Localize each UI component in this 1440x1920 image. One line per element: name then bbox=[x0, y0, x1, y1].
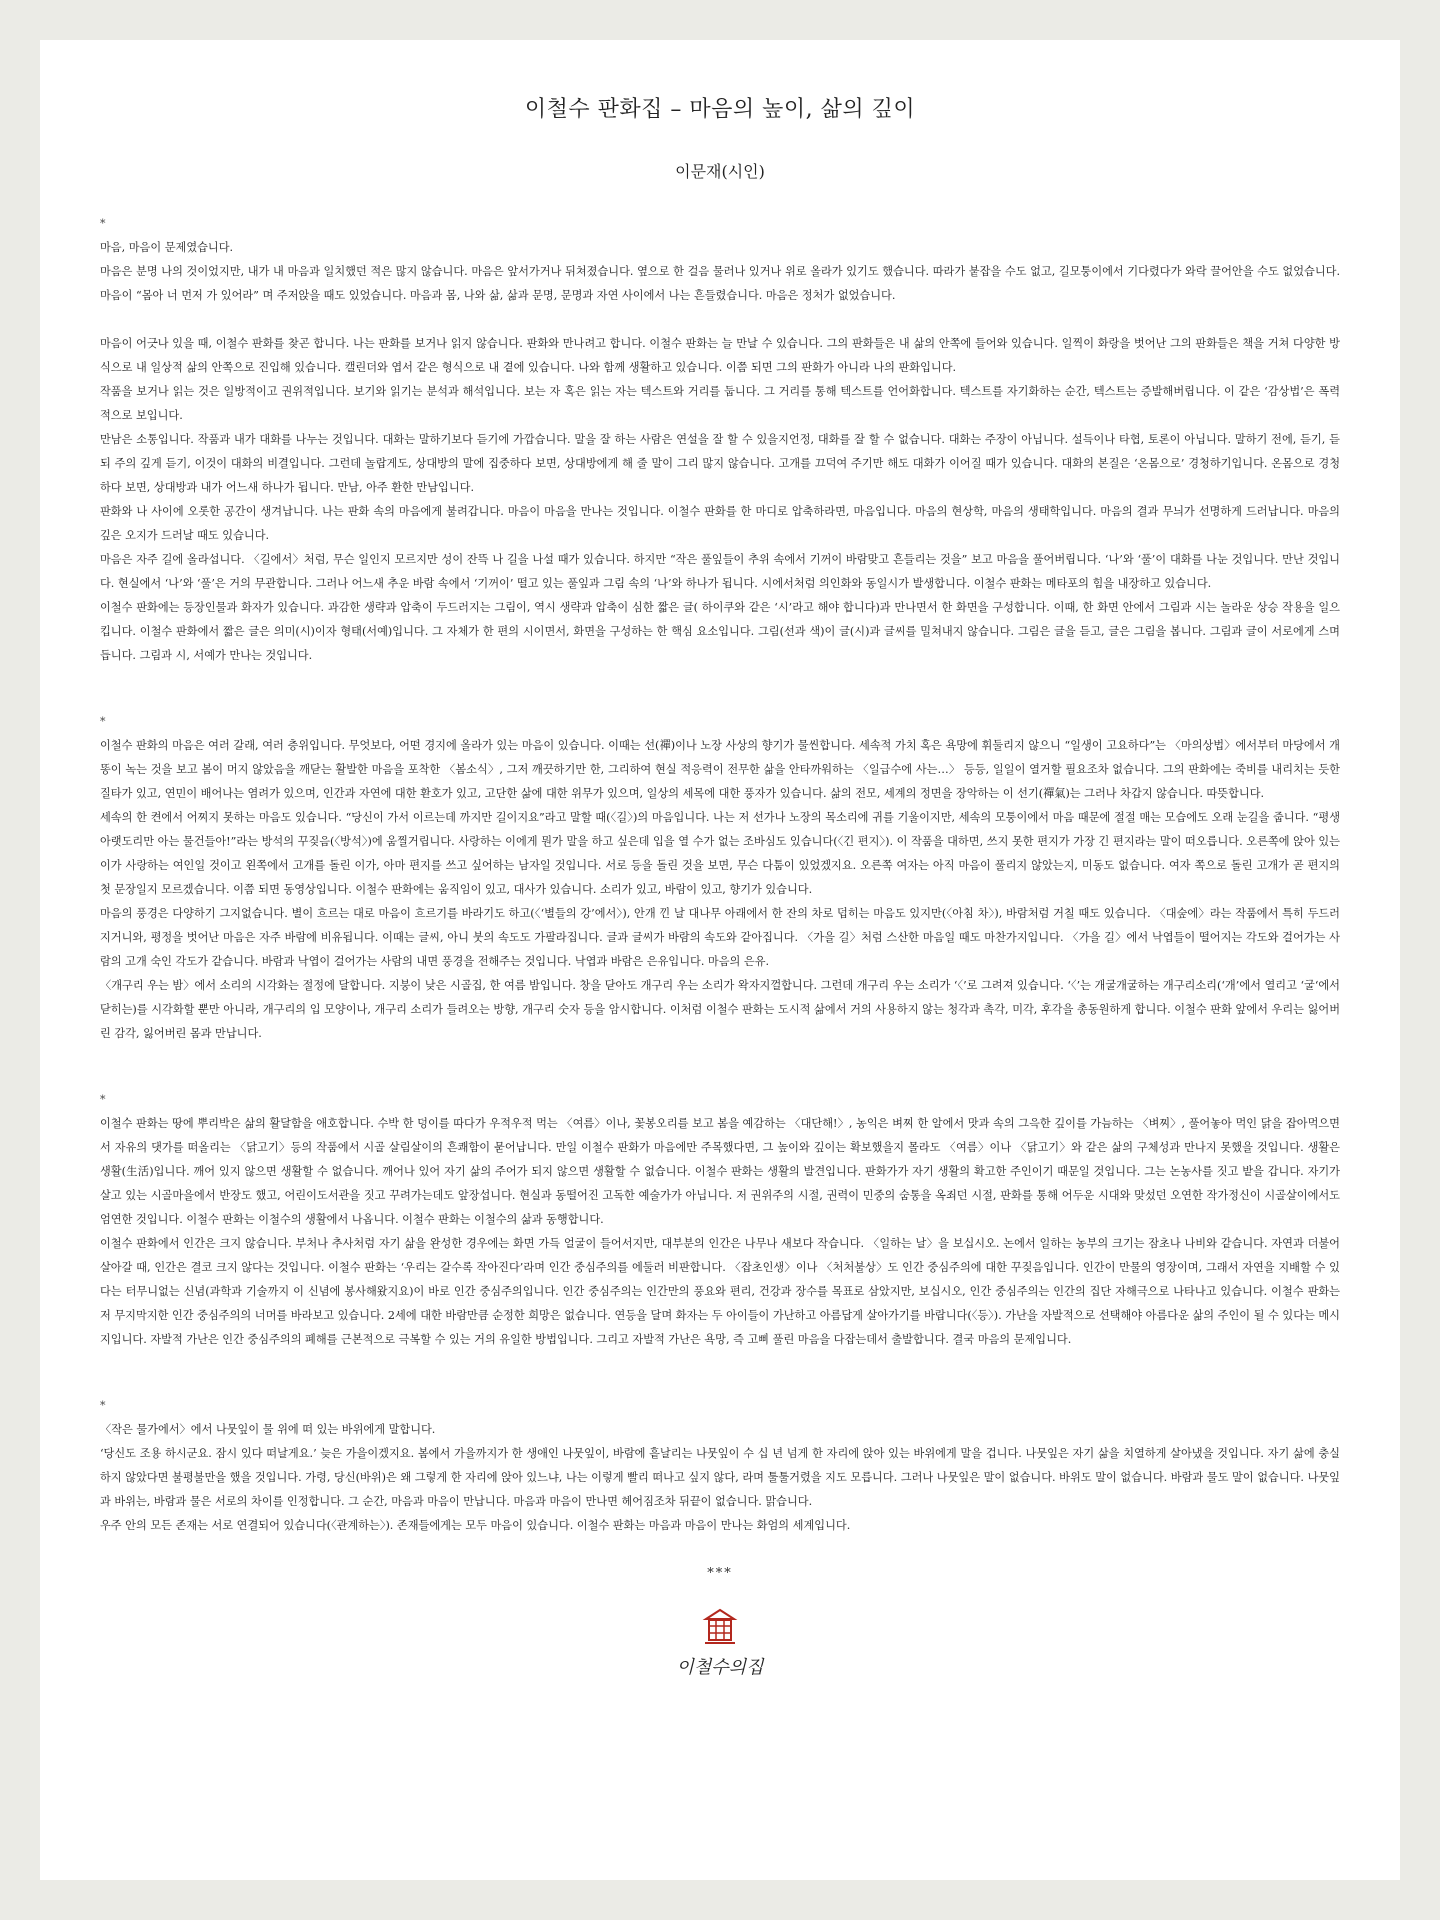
paragraph: 이철수 판화에서 인간은 크지 않습니다. 부처나 추사처럼 자기 삶을 완성한 경우에는 화면 가득 얼굴이 들어서지만, 대부분의 인간은 나무나 새보다 작습니다. 〈일하는 날〉을 보십시오. 논에서 일하는 농부의 크기는 잠초나 나비와 같습니다. 자연과 더불어 살아갈 때, 인간은 결코 크지 않다는 것입니다. 이철수 판화는 ‘우리는 갈수록 작아진다’라며 인간 중심주의를 에둘러 비판합니다. 〈잡초인생〉이나 〈처처불상〉도 인간 중심주의에 대한 꾸짖음입니다. 인간이 만물의 영장이며, 그래서 자연을 지배할 수 있다는 터무니없는 신념(과학과 기술까지 이 신념에 봉사해왔지요)이 바로 인간 중심주의입니다. 인간 중심주의는 인간만의 풍요와 편리, 건강과 장수를 목표로 삼았지만, 보십시오, 인간 중심주의는 인간의 집단 자해극으로 나타나고 있습니다. 이철수 판화는 저 무지막지한 인간 중심주의의 너머를 바라보고 있습니다. 2세에 대한 바람만큼 순정한 희망은 없습니다. 연등을 달며 화자는 두 아이들이 가난하고 아름답게 살아가기를 바랍니다(〈등〉). 가난을 자발적으로 선택해야 아름다운 삶의 주인이 될 수 있다는 메시지입니다. 자발적 가난은 인간 중심주의의 폐해를 근본적으로 극복할 수 있는 거의 유일한 방법입니다. 그리고 자발적 가난은 욕망, 즉 고삐 풀린 마음을 다잡는데서 출발합니다. 결국 마음의 문제입니다. bbox=[100, 1237, 1340, 1346]
paragraph: 세속의 한 켠에서 어찌지 못하는 마음도 있습니다. “당신이 가서 이르는데 까지만 길이지요”라고 말할 때(〈길〉)의 마음입니다. 나는 저 선가나 노장의 목소리에 귀를 기울이지만, 세속의 모퉁이에서 마음 때문에 절절 매는 모습에도 오래 눈길을 줍니다. “평생 아랫도리만 아는 물건들아!”라는 방석의 꾸짖음(〈방석〉)에 움찔거립니다. 사랑하는 이에게 뭔가 말을 하고 싶은데 입을 열 수가 없는 조바심도 있습니다(〈긴 편지〉). 이 작품을 대하면, 쓰지 못한 편지가 가장 긴 편지라는 말이 떠오릅니다. 오른쪽에 앉아 있는 이가 사랑하는 여인일 것이고 왼쪽에서 고개를 돌린 이가, 아마 편지를 쓰고 싶어하는 남자일 것입니다. 서로 등을 돌린 것을 보면, 무슨 다툼이 있었겠지요. 오른쪽 여자는 아직 마음이 풀리지 않았는지, 미동도 없습니다. 여자 쪽으로 돌린 고개가 곧 편지의 첫 문장일지 모르겠습니다. 이쯤 되면 동영상입니다. 이철수 판화에는 움직임이 있고, 대사가 있습니다. 소리가 있고, 바람이 있고, 향기가 있습니다. bbox=[100, 811, 1340, 896]
section-mark: * bbox=[100, 1399, 106, 1412]
paragraph: 판화와 나 사이에 오롯한 공간이 생겨납니다. 나는 판화 속의 마음에게 불려갑니다. 마음이 마음을 만나는 것입니다. 이철수 판화를 한 마디로 압축하라면, 마음입니다. 마음의 현상학, 마음의 생태학입니다. 마음의 결과 무늬가 선명하게 드러납니다. 마음의 깊은 오지가 드러날 때도 있습니다. bbox=[100, 505, 1340, 542]
article-section bbox=[100, 686, 1340, 1046]
paragraph: 만남은 소통입니다. 작품과 내가 대화를 나누는 것입니다. 대화는 말하기보다 듣기에 가깝습니다. 말을 잘 하는 사람은 연설을 잘 할 수 있을지언정, 대화를 잘 할 수 없습니다. 대화는 주장이 아닙니다. 설득이나 타협, 토론이 아닙니다. 말하기 전에, 듣기, 듣되 주의 깊게 듣기, 이것이 대화의 비결입니다. 그런데 놀랍게도, 상대방의 말에 집중하다 보면, 상대방에게 해 줄 말이 그리 많지 않습니다. 고개를 끄덕여 주기만 해도 대화가 이어질 때가 있습니다. 대화의 본질은 ‘온몸으로’ 경청하기입니다. 온몸으로 경청하다 보면, 상대방과 내가 어느새 하나가 됩니다. 만남, 아주 환한 만남입니다. bbox=[100, 433, 1340, 494]
paragraph: 마음이 어긋나 있을 때, 이철수 판화를 찾곤 합니다. 나는 판화를 보거나 읽지 않습니다. 판화와 만나려고 합니다. 이철수 판화는 늘 만날 수 있습니다. 그의 판화들은 내 삶의 안쪽에 들어와 있습니다. 일찍이 화랑을 벗어난 그의 판화들은 책을 거쳐 다양한 방식으로 내 일상적 삶의 안쪽으로 진입해 있습니다. 캘린더와 엽서 같은 형식으로 내 곁에 있습니다. 나와 함께 생활하고 있습니다. 이쯤 되면 그의 판화가 아니라 나의 판화입니다. bbox=[100, 337, 1340, 374]
house-seal-icon bbox=[702, 1607, 738, 1649]
article-section bbox=[100, 1064, 1340, 1352]
paragraph-spacer bbox=[100, 308, 1340, 332]
end-mark: *** bbox=[707, 1566, 733, 1581]
paragraph: 〈작은 물가에서〉에서 나뭇잎이 물 위에 떠 있는 바위에게 말합니다. bbox=[100, 1423, 436, 1436]
section-spacer bbox=[100, 1064, 1340, 1088]
section-mark: * bbox=[100, 1093, 106, 1106]
section-spacer bbox=[100, 1370, 1340, 1394]
document-page bbox=[40, 40, 1400, 1880]
paragraph: 우주 안의 모든 존재는 서로 연결되어 있습니다(〈관계하는〉). 존재들에게는 모두 마음이 있습니다. 이철수 판화는 마음과 마음이 만나는 화엄의 세계입니다. bbox=[100, 1519, 851, 1532]
section-spacer bbox=[100, 686, 1340, 710]
paragraph: 〈개구리 우는 밤〉에서 소리의 시각화는 절정에 달합니다. 지붕이 낮은 시골집, 한 여름 밤입니다. 창을 닫아도 개구리 우는 소리가 왁자지껄합니다. 그런데 개구리 우는 소리가 ‘〈’로 그려져 있습니다. ‘〈’는 개굴개굴하는 개구리소리(‘개’에서 열리고 ‘굴‘에서 닫히는)를 시각화할 뿐만 아니라, 개구리의 입 모양이나, 개구리 소리가 들려오는 방향, 개구리 숫자 등을 암시합니다. 이처럼 이철수 판화는 도시적 삶에서 거의 사용하지 않는 청각과 촉각, 미각, 후각을 총동원하게 합니다. 이철수 판화 앞에서 우리는 잃어버린 감각, 잃어버린 몸과 만납니다. bbox=[100, 979, 1340, 1040]
brand-block bbox=[100, 1607, 1340, 1679]
paragraph: 마음, 마음이 문제였습니다. bbox=[100, 241, 234, 254]
paragraph: 이철수 판화는 땅에 뿌리박은 삶의 활달함을 애호합니다. 수박 한 덩이를 따다가 우적우적 먹는 〈여름〉이나, 꽃봉오리를 보고 봄을 예감하는 〈대단해!〉, 농익은 벼찌 한 알에서 맛과 속의 그윽한 깊이를 가늠하는 〈벼찌〉, 풀어놓아 먹인 닭을 잡아먹으면서 자유의 댓가를 떠올리는 〈닭고기〉등의 작품에서 시골 살림살이의 흔쾌함이 묻어납니다. 만일 이철수 판화가 마음에만 주목했다면, 그 높이와 깊이는 확보했을지 몰라도 〈여름〉이나 〈닭고기〉와 같은 삶의 구체성과 만나지 못했을 것입니다. 생활은 생활(生活)입니다. 깨어 있지 않으면 생활할 수 없습니다. 깨어나 있어 자기 삶의 주어가 되지 않으면 생활할 수 없습니다. 이철수 판화는 생활의 발견입니다. 판화가가 자기 생활의 확고한 주인이기 때문일 것입니다. 그는 논농사를 짓고 밭을 갑니다. 자기가 살고 있는 시골마을에서 반장도 했고, 어린이도서관을 짓고 꾸려가는데도 앞장섭니다. 현실과 동떨어진 고독한 예술가가 아닙니다. 저 권위주의 시절, 권력이 민중의 숨통을 옥죄던 시절, 판화를 통해 어두운 시대와 맞섰던 오연한 작가정신이 시골살이에서도 엄연한 것입니다. 이철수 판화는 이철수의 생활에서 나옵니다. 이철수 판화는 이철수의 삶과 동행합니다. bbox=[100, 1117, 1340, 1226]
article-body bbox=[100, 212, 1340, 1538]
paragraph: ‘당신도 조용 하시군요. 잠시 있다 떠날게요.’ 늦은 가을이겠지요. 봄에서 가을까지가 한 생애인 나뭇잎이, 바람에 흩날리는 나뭇잎이 수 십 년 넘게 한 자리에 앉아 있는 바위에게 말을 겁니다. 나뭇잎은 자기 삶을 치열하게 살아냈을 것입니다. 자기 삶에 충실하지 않았다면 불평불만을 했을 것입니다. 가령, 당신(바위)은 왜 그렇게 한 자리에 앉아 있느냐, 나는 이렇게 빨리 떠나고 싶지 않다, 라며 툴툴거렸을 지도 모릅니다. 그러나 나뭇잎은 말이 없습니다. 바위도 말이 없습니다. 바람과 물도 말이 없습니다. 나뭇잎과 바위는, 바람과 물은 서로의 차이를 인정합니다. 그 순간, 마음과 마음이 만납니다. 마음과 마음이 만나면 헤어짐조차 뒤끝이 없습니다. 맑습니다. bbox=[100, 1447, 1340, 1508]
paragraph: 마음은 자주 길에 올라섭니다. 〈길에서〉처럼, 무슨 일인지 모르지만 성이 잔뜩 나 길을 나설 때가 있습니다. 하지만 “작은 풀잎들이 추위 속에서 기꺼이 바람맞고 흔들리는 것을” 보고 마음을 풀어버립니다. ‘나’와 ‘풀’이 대화를 나눈 것입니다. 만난 것입니다. 현실에서 ‘나’와 ‘풀’은 거의 무관합니다. 그러나 어느새 추운 바람 속에서 ‘기꺼이’ 떨고 있는 풀잎과 그림 속의 ‘나’와 하나가 됩니다. 시에서처럼 의인화와 동일시가 발생합니다. 이철수 판화는 메타포의 힘을 내장하고 있습니다. bbox=[100, 553, 1340, 590]
brand-logo-text: 이철수의집 bbox=[676, 1657, 764, 1678]
section-mark: * bbox=[100, 715, 106, 728]
page-title: 이철수 판화집 – 마음의 높이, 삶의 깊이 bbox=[524, 97, 916, 122]
author-line: 이문재(시인) bbox=[675, 162, 765, 181]
paragraph: 이철수 판화의 마음은 여러 갈래, 여러 층위입니다. 무엇보다, 어떤 경지에 올라가 있는 마음이 있습니다. 이때는 선(禪)이나 노장 사상의 향기가 물씬합니다. 세속적 가치 혹은 욕망에 휘둘리지 않으니 “일생이 고요하다”는 〈마의상법〉에서부터 마당에서 개똥이 녹는 것을 보고 봄이 머지 않았음을 깨닫는 활발한 마음을 포착한 〈봄소식〉, 그저 깨끗하기만 한, 그리하여 현실 적응력이 전무한 삶을 안타까워하는 〈일급수에 사는…〉 등등, 일일이 열거할 필요조차 없습니다. 그의 판화에는 죽비를 내리치는 듯한 질타가 있고, 연민이 배어나는 염려가 있으며, 인간과 자연에 대한 환호가 있고, 고단한 삶에 대한 위무가 있으며, 일상의 세목에 대한 풍자가 있습니다. 삶의 전모, 세계의 정면을 장악하는 이 선기(禪氣)는 그러나 차갑지 않습니다. 따뜻합니다. bbox=[100, 739, 1340, 800]
paragraph: 이철수 판화에는 등장인물과 화자가 있습니다. 과감한 생략과 압축이 두드러지는 그림이, 역시 생략과 압축이 심한 짧은 글( 하이쿠와 같은 ‘시’라고 해야 합니다)과 만나면서 한 화면을 구성합니다. 이때, 한 화면 안에서 그림과 시는 놀라운 상승 작용을 일으킵니다. 이철수 판화에서 짧은 글은 의미(시)이자 형태(서예)입니다. 그 자체가 한 편의 시이면서, 화면을 구성하는 한 핵심 요소입니다. 그림(선과 색)이 글(시)과 글씨를 밀쳐내지 않습니다. 그림은 글을 듣고, 글은 그림을 봅니다. 그림과 글이 서로에게 스며듭니다. 그림과 시, 서예가 만나는 것입니다. bbox=[100, 601, 1340, 662]
paragraph: 마음은 분명 나의 것이었지만, 내가 내 마음과 일치했던 적은 많지 않습니다. 마음은 앞서가거나 뒤쳐졌습니다. 옆으로 한 걸음 물러나 있거나 위로 올라가 있기도 했습니다. 따라가 붙잡을 수도 없고, 길모퉁이에서 기다렸다가 와락 끌어안을 수도 없었습니다. 마음이 “몸아 너 먼저 가 있어라” 며 주저앉을 때도 있었습니다. 마음과 몸, 나와 삶, 삶과 문명, 문명과 자연 사이에서 나는 흔들렸습니다. 마음은 정처가 없었습니다. bbox=[100, 265, 1340, 302]
paragraph: 마음의 풍경은 다양하기 그지없습니다. 별이 흐르는 대로 마음이 흐르기를 바라기도 하고(〈‘별들의 강’에서〉), 안개 낀 날 대나무 아래에서 한 잔의 차로 덥히는 마음도 있지만(〈아침 차〉), 바람처럼 거칠 때도 있습니다. 〈대숲에〉라는 작품에서 특히 두드러지거니와, 평정을 벗어난 마음은 자주 바람에 비유됩니다. 이때는 글씨, 아니 붓의 속도도 가팔라집니다. 글과 글씨가 바람의 속도와 같아집니다. 〈가을 길〉처럼 스산한 마음일 때도 마찬가지입니다. 〈가을 길〉에서 낙엽들이 떨어지는 각도와 걸어가는 사람의 고개 숙인 각도가 같습니다. 바람과 낙엽이 걸어가는 사람의 내면 풍경을 전해주는 것입니다. 낙엽과 바람은 은유입니다. 마음의 은유. bbox=[100, 907, 1340, 968]
section-mark: * bbox=[100, 217, 106, 230]
paragraph: 작품을 보거나 읽는 것은 일방적이고 권위적입니다. 보기와 읽기는 분석과 해석입니다. 보는 자 혹은 읽는 자는 텍스트와 거리를 둡니다. 그 거리를 통해 텍스트를 언어화합니다. 텍스트를 자기화하는 순간, 텍스트는 증발해버립니다. 이 같은 ‘감상법’은 폭력적으로 보입니다. bbox=[100, 385, 1340, 422]
article-section bbox=[100, 1370, 1340, 1538]
article-section bbox=[100, 212, 1340, 668]
